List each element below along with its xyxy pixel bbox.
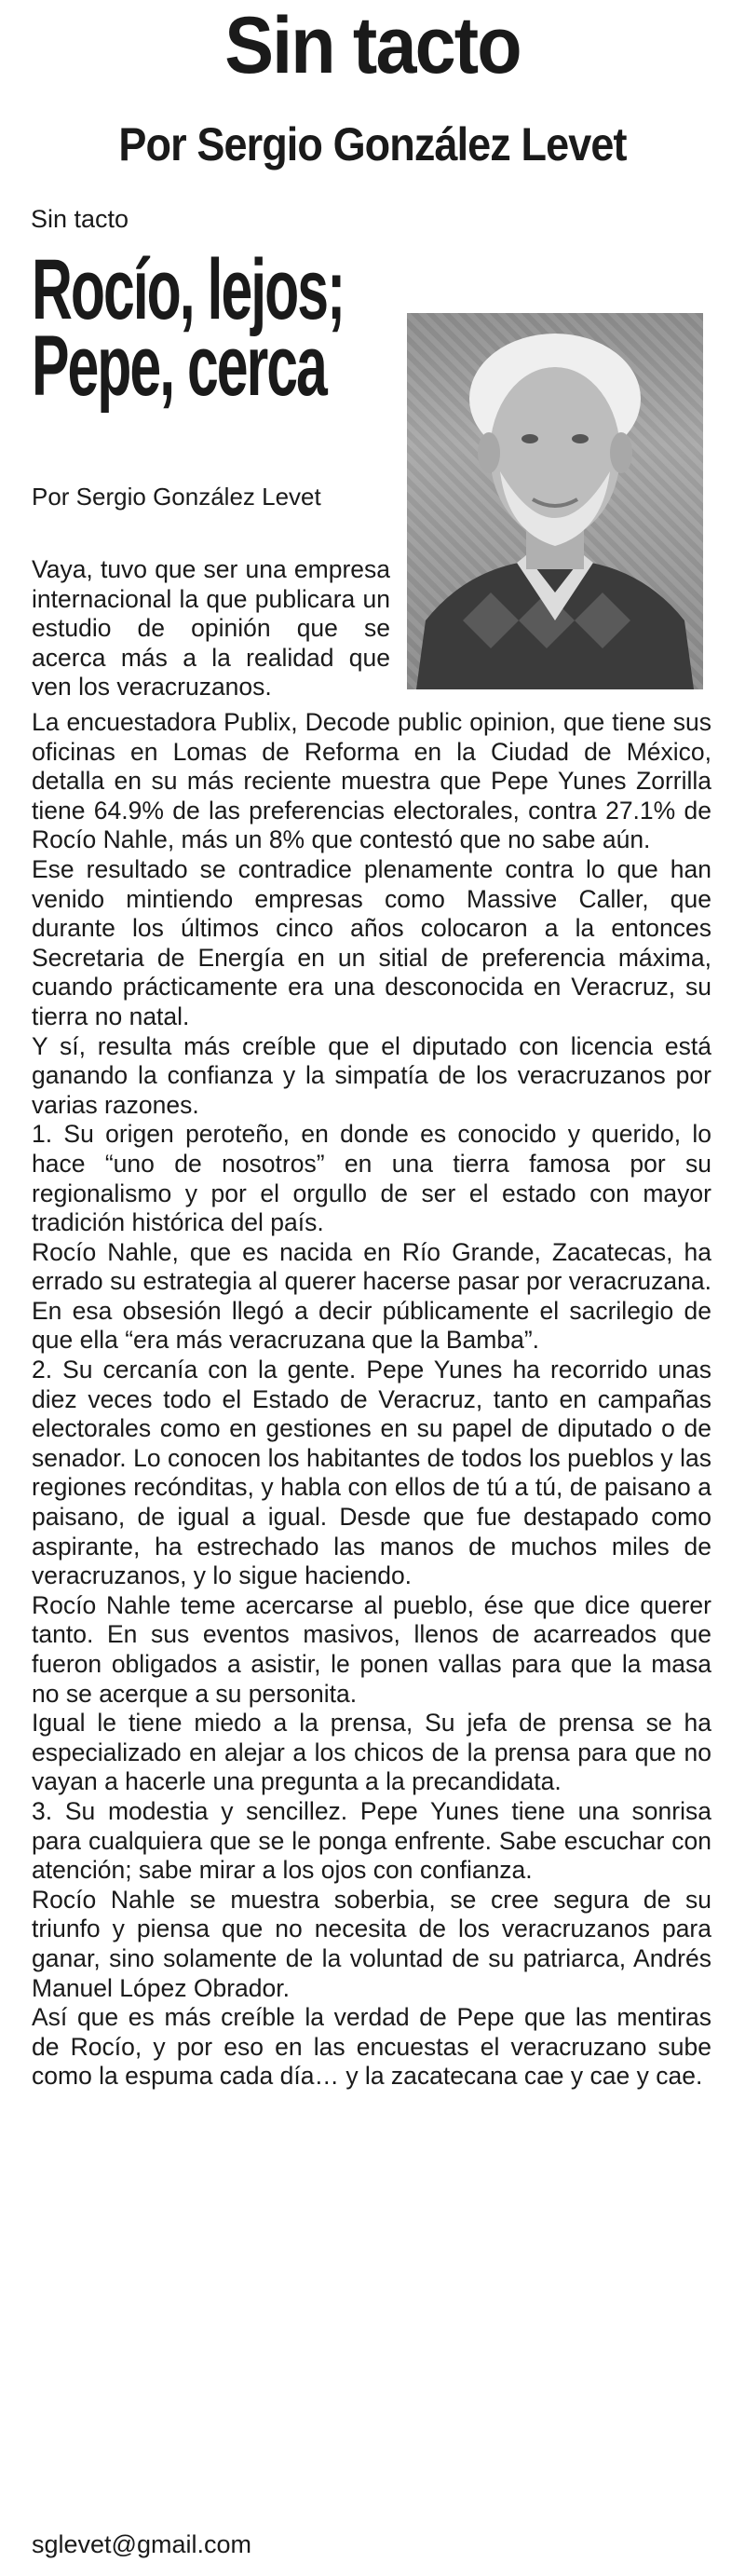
- paragraph-6: Rocío Nahle, que es nacida en Río Grande, Zacatecas, ha errado su estrategia al querer hacerse pasar por veracruzana. En esa obsesión llegó a decir públicamente el sacrilegio de que ella “era más veracruzana que la Bamba”.: [32, 1237, 711, 1355]
- author-email: sglevet@gmail.com: [32, 2530, 251, 2558]
- article-body: [32, 708, 711, 2092]
- headline-line-1: Rocío, lejos;: [32, 242, 345, 337]
- author-portrait-image: [407, 313, 703, 689]
- article-intro: [32, 555, 390, 702]
- paragraph-4: Y sí, resulta más creíble que el diputado con licencia está ganando la confianza y la simpatía de los veracruzanos por varias razones.: [32, 1031, 711, 1119]
- headline-line-2: Pepe, cerca: [32, 319, 326, 414]
- article-headline: [32, 242, 345, 414]
- paragraph-11: Rocío Nahle se muestra soberbia, se cree segura de su triunfo y piensa que no necesita de los veracruzanos para ganar, sino solamente de la voluntad de su patriarca, Andrés Manuel López Obrador.: [32, 1885, 711, 2002]
- author-photo: [407, 313, 703, 689]
- paragraph-8: Rocío Nahle teme acercarse al pueblo, ése que dice querer tanto. En sus eventos masivos, llenos de acarreados que fueron obligados a asistir, le ponen vallas para que la masa no se acerque a su personita.: [32, 1590, 711, 1708]
- column-title: Sin tacto: [224, 1, 521, 90]
- section-label: Sin tacto: [31, 205, 129, 233]
- paragraph-3: Ese resultado se contradice plenamente contra lo que han venido mintiendo empresas como Massive Caller, que durante los últimos cinco años colocaron a la entonces Secretaria de Energía en un sitial de preferencia máxima, cuando prácticamente era una desconocida en Veracruz, su tierra no natal.: [32, 854, 711, 1030]
- paragraph-5: 1. Su origen peroteño, en donde es conocido y querido, lo hace “uno de nosotros” en una tierra famosa por su regionalismo y por el orgullo de ser el estado con mayor tradición histórica del país.: [32, 1120, 711, 1237]
- paragraph-10: 3. Su modestia y sencillez. Pepe Yunes tiene una sonrisa para cualquiera que se le ponga enfrente. Sabe escuchar con atención; sabe mirar a los ojos con confianza.: [32, 1796, 711, 1885]
- paragraph-9: Igual le tiene miedo a la prensa, Su jefa de prensa se ha especializado en alejar a los chicos de la prensa para que no vayan a hacerle una pregunta a la precandidata.: [32, 1709, 711, 1796]
- paragraph-12: Así que es más creíble la verdad de Pepe que las mentiras de Rocío, y por eso en las encuestas el veracruzano sube como la espuma cada día… y la zacatecana cae y cae y cae.: [32, 2003, 711, 2091]
- paragraph-2: La encuestadora Publix, Decode public opinion, que tiene sus oficinas en Lomas de Reforma en la Ciudad de México, detalla en su más reciente muestra que Pepe Yunes Zorrilla tiene 64.9% de las preferencias electorales, contra 27.1% de Rocío Nahle, más un 8% que contestó que no sabe aún.: [32, 708, 711, 854]
- article-byline: Por Sergio González Levet: [32, 483, 321, 511]
- paragraph-7: 2. Su cercanía con la gente. Pepe Yunes ha recorrido unas diez veces todo el Estado de Veracruz, tanto en campañas electorales como en gestiones en su papel de diputado o de senador. Lo conocen los habitantes de todos los pueblos y las regiones recónditas, y habla con ellos de tú a tú, de paisano a paisano, de igual a igual. Desde que fue destapado como aspirante, ha estrechado las manos de muchos miles de veracruzanos, y lo sigue haciendo.: [32, 1356, 711, 1590]
- column-byline: Por Sergio González Levet: [118, 118, 627, 170]
- paragraph-1: Vaya, tuvo que ser una empresa internacional la que publicara un estudio de opinión que se acerca más a la realidad que ven los veracruzanos.: [32, 555, 390, 702]
